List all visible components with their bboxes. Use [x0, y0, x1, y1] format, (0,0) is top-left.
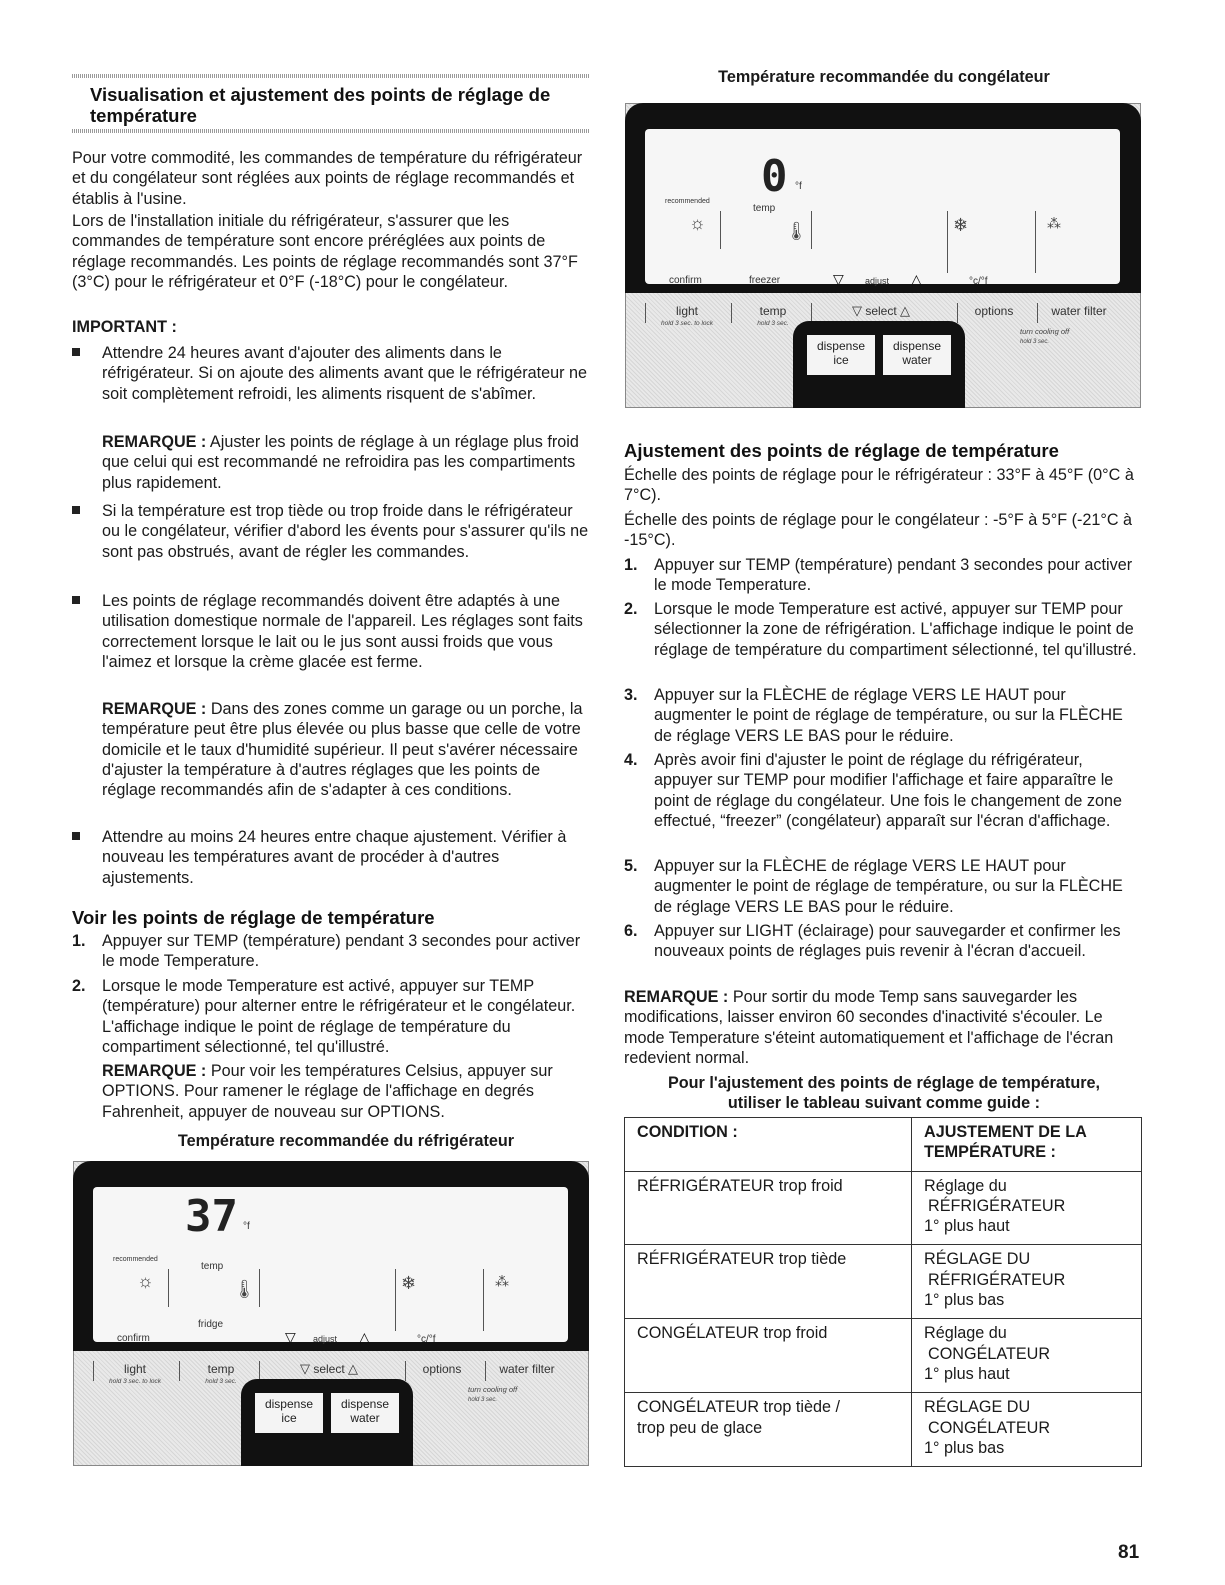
note-paragraph — [102, 432, 590, 493]
adjustment-cell: RÉGLAGE DU CONGÉLATEUR 1° plus bas — [912, 1393, 1142, 1467]
note-label: REMARQUE : — [624, 988, 729, 1006]
bullet-item — [72, 501, 590, 562]
note-paragraph — [102, 699, 590, 800]
ice-water-icon: ⁂ — [1047, 215, 1061, 231]
recommended-label: recommended — [665, 198, 710, 205]
divider — [720, 211, 721, 249]
dispense-water-button[interactable]: dispense water — [883, 335, 951, 375]
divider — [811, 303, 812, 323]
dispense-water-button[interactable]: dispense water — [331, 1393, 399, 1433]
table-row — [625, 1245, 1142, 1319]
up-arrow-icon: △ — [911, 271, 922, 287]
section-rule-top — [72, 74, 590, 78]
water-filter-button[interactable]: water filter — [499, 1362, 555, 1376]
numbered-step — [72, 976, 590, 1057]
options-button[interactable]: options — [422, 1362, 462, 1376]
up-arrow-icon: △ — [359, 1329, 370, 1345]
temp-label: temp — [201, 1261, 224, 1272]
unit-label: °f — [243, 1221, 250, 1232]
table-row — [625, 1319, 1142, 1393]
select-button[interactable]: ▽ select △ — [299, 1361, 359, 1376]
note-text: Pour sortir du mode Temp sans sauvegarder les modifications, laisser environ 60 secondes d'inactivité s'écouler. Le mode Temperature s'éteint automatiquement et l'affichage de l'écran redevient normal. — [624, 988, 1114, 1067]
celsius-fahrenheit-label: °c/°f — [969, 276, 988, 287]
table-header-cell: CONDITION : — [625, 1118, 912, 1172]
divider — [93, 1361, 94, 1381]
adjust-label: adjust — [313, 1334, 338, 1344]
step-number: 2. — [624, 600, 638, 618]
divider — [259, 1361, 260, 1381]
step-text: Appuyer sur la FLÈCHE de réglage VERS LE HAUT pour augmenter le point de réglage de température, ou sur la FLÈCHE de réglage VERS LE BAS pour le réduire. — [654, 686, 1123, 745]
bullet-square-icon — [72, 348, 80, 356]
snowflake-icon: ❄ — [953, 215, 969, 235]
step-number: 5. — [624, 857, 638, 875]
divider — [811, 211, 812, 249]
thermometer-icon: 🌡 — [233, 1279, 256, 1299]
divider — [259, 1269, 260, 1307]
intro-paragraph-2: Lors de l'installation initiale du réfrigérateur, s'assurer que les commandes de température sont encore préréglées aux points de réglage recommandés. Les points de réglage recommandés sont 37°F (3°C) pour le réfrigérateur et 0°F (-18°C) pour le congélateur. — [72, 212, 578, 291]
step-text: Appuyer sur LIGHT (éclairage) pour sauvegarder et confirmer les nouveaux points de réglages puis revenir à l'écran d'accueil. — [654, 922, 1121, 961]
numbered-step — [624, 685, 1144, 746]
figure-caption: Température recommandée du réfrigérateur — [177, 1132, 515, 1150]
condition-cell: CONGÉLATEUR trop tiède / trop peu de glace — [625, 1393, 912, 1467]
temp-button[interactable]: temp hold 3 sec. — [205, 1362, 237, 1385]
bullet-text: Les points de réglage recommandés doivent être adaptés à une utilisation domestique normale de l'appareil. Les réglages sont faits correctement lorsque le lait ou le jus sont aussi froids que vous l'aimez et lorsque la crème glacée est ferme. — [102, 592, 583, 671]
adjust-label: adjust — [865, 276, 890, 286]
fridge-control-panel — [73, 1161, 589, 1466]
confirm-label: confirm — [117, 1333, 150, 1344]
divider — [179, 1361, 180, 1381]
page-number: 81 — [1118, 1542, 1140, 1563]
step-number: 1. — [72, 932, 86, 950]
down-arrow-icon: ▽ — [285, 1329, 296, 1345]
adjustment-cell: Réglage du RÉFRIGÉRATEUR 1° plus haut — [912, 1171, 1142, 1245]
temperature-digit: 37 — [185, 1191, 238, 1242]
zone-label: fridge — [198, 1319, 224, 1330]
bullet-item — [72, 343, 590, 404]
range-paragraph-1: Échelle des points de réglage pour le réfrigérateur : 33°F à 45°F (0°C à 7°C). — [624, 466, 1134, 505]
divider — [947, 211, 948, 273]
divider — [1037, 303, 1038, 323]
note-text: Dans des zones comme un garage ou un porche, la température peut être plus élevée ou plus basse que celle de votre domicile et le taux d'humidité supérieur. Il peut s'avérer nécessaire d'ajuster la température à d'autres réglages que les points de réglage recommandés afin de s'adapter à ces conditions. — [102, 700, 583, 800]
note-text: Pour voir les températures Celsius, appuyer sur OPTIONS. Pour ramener le réglage de l'affichage en degrés Fahrenheit, appuyer de nouveau sur OPTIONS. — [102, 1062, 553, 1121]
numbered-step — [72, 931, 590, 972]
step-number: 3. — [624, 686, 638, 704]
bullet-item — [72, 827, 590, 888]
thermometer-icon: 🌡 — [785, 221, 808, 241]
table-row — [625, 1393, 1142, 1467]
bullet-text: Si la température est trop tiède ou trop froide dans le réfrigérateur ou le congélateur, vérifier d'abord les évents pour s'assurer qu'ils ne sont pas obstrués, avant de régler les commandes. — [102, 502, 589, 561]
light-bulb-icon: ☼ — [689, 213, 706, 233]
turn-cooling-off-button[interactable]: turn cooling off hold 3 sec. — [468, 1385, 518, 1403]
unit-label: °f — [795, 181, 802, 192]
important-label: IMPORTANT : — [72, 318, 177, 336]
adjustment-cell: Réglage du CONGÉLATEUR 1° plus haut — [912, 1319, 1142, 1393]
table-header-cell: AJUSTEMENT DE LA TEMPÉRATURE : — [912, 1118, 1142, 1172]
intro-paragraph-1: Pour votre commodité, les commandes de température du réfrigérateur et du congélateur sont réglées aux points de réglage recommandés et établis à l'usine. — [72, 149, 583, 208]
note-paragraph — [624, 987, 1144, 1068]
figure-caption: Température recommandée du congélateur — [718, 68, 1050, 86]
step-number: 4. — [624, 751, 638, 769]
numbered-step — [624, 599, 1144, 660]
table-header-row — [625, 1118, 1142, 1172]
divider — [731, 303, 732, 323]
light-bulb-icon: ☼ — [137, 1271, 154, 1291]
divider — [483, 1269, 484, 1331]
divider — [168, 1269, 169, 1307]
select-button[interactable]: ▽ select △ — [851, 303, 911, 318]
bullet-text: Attendre au moins 24 heures entre chaque ajustement. Vérifier à nouveau les températures avant de procéder à d'autres ajustements. — [102, 828, 567, 887]
step-text: Lorsque le mode Temperature est activé, appuyer sur TEMP (température) pour alterner entre le réfrigérateur et le congélateur. L'affichage indique le point de réglage de température du compartiment sélectionné, tel qu'illustré. — [102, 977, 576, 1056]
bullet-item — [72, 591, 590, 672]
ice-water-icon: ⁂ — [495, 1273, 509, 1289]
celsius-fahrenheit-label: °c/°f — [417, 1334, 436, 1345]
confirm-label: confirm — [669, 275, 702, 286]
step-text: Appuyer sur TEMP (température) pendant 3 secondes pour activer le mode Temperature. — [102, 932, 581, 971]
numbered-step — [624, 856, 1144, 917]
panel-display-screen — [93, 1187, 568, 1342]
divider — [405, 1361, 406, 1381]
note-text: Ajuster les points de réglage à un réglage plus froid que celui qui est recommandé ne refroidira pas les compartiments plus rapidement. — [102, 433, 579, 492]
subsection-title: Voir les points de réglage de température — [72, 907, 435, 928]
temp-label: temp — [753, 203, 776, 214]
section-title: Visualisation et ajustement des points de réglage de température — [90, 84, 551, 126]
step-text: Lorsque le mode Temperature est activé, appuyer sur TEMP pour sélectionner la zone de réfrigération. L'affichage indique le point de réglage de température du compartiment sélectionné, tel qu'illustré. — [654, 600, 1137, 659]
divider — [1035, 211, 1036, 273]
step-text: Après avoir fini d'ajuster le point de réglage du réfrigérateur, appuyer sur TEMP pour modifier l'affichage et faire apparaître le point de réglage du congélateur. Une fois le changement de zone effectué, “freezer” (congélateur) apparaît sur l'écran d'affichage. — [654, 751, 1122, 830]
light-button[interactable]: light hold 3 sec. to lock — [108, 1362, 162, 1385]
bullet-square-icon — [72, 832, 80, 840]
table-row — [625, 1171, 1142, 1245]
section-rule-bottom — [72, 129, 590, 133]
adjustment-guide-table — [624, 1117, 1142, 1467]
freezer-control-panel — [625, 103, 1141, 408]
dispense-frame — [241, 1379, 413, 1466]
zone-label: freezer — [749, 275, 781, 286]
dispense-frame — [793, 321, 965, 408]
note-paragraph — [102, 1061, 590, 1122]
table-caption: Pour l'ajustement des points de réglage de température, utiliser le tableau suivant comme guide : — [667, 1074, 1101, 1113]
down-arrow-icon: ▽ — [833, 271, 844, 287]
divider — [395, 1269, 396, 1331]
snowflake-icon: ❄ — [401, 1273, 417, 1293]
step-number: 2. — [72, 977, 86, 995]
dispense-ice-button[interactable]: dispense ice — [807, 335, 875, 375]
options-button[interactable]: options — [974, 304, 1014, 318]
turn-cooling-off-button[interactable]: turn cooling off hold 3 sec. — [1020, 327, 1070, 345]
step-number: 1. — [624, 556, 638, 574]
water-filter-button[interactable]: water filter — [1051, 304, 1107, 318]
temperature-digit: 0 — [761, 151, 788, 202]
light-button[interactable]: light hold 3 sec. to lock — [660, 304, 714, 327]
bullet-square-icon — [72, 506, 80, 514]
note-label: REMARQUE : — [102, 700, 207, 718]
numbered-step — [624, 750, 1144, 831]
step-number: 6. — [624, 922, 638, 940]
recommended-label: recommended — [113, 1256, 158, 1263]
adjustment-cell: RÉGLAGE DU RÉFRIGÉRATEUR 1° plus bas — [912, 1245, 1142, 1319]
dispense-ice-button[interactable]: dispense ice — [255, 1393, 323, 1433]
bullet-square-icon — [72, 596, 80, 604]
condition-cell: RÉFRIGÉRATEUR trop froid — [625, 1171, 912, 1245]
condition-cell: RÉFRIGÉRATEUR trop tiède — [625, 1245, 912, 1319]
range-paragraph-2: Échelle des points de réglage pour le congélateur : -5°F à 5°F (-21°C à -15°C). — [624, 511, 1133, 550]
panel-display-screen — [645, 129, 1120, 284]
step-text: Appuyer sur TEMP (température) pendant 3 secondes pour activer le mode Temperature. — [654, 556, 1133, 595]
divider — [485, 1361, 486, 1381]
temp-button[interactable]: temp hold 3 sec. — [757, 304, 789, 327]
subsection-title: Ajustement des points de réglage de température — [624, 440, 1059, 461]
numbered-step — [624, 555, 1144, 596]
condition-cell: CONGÉLATEUR trop froid — [625, 1319, 912, 1393]
bullet-text: Attendre 24 heures avant d'ajouter des aliments dans le réfrigérateur. Si on ajoute des aliments avant que le réfrigérateur ne soit complètement refroidi, les aliments risquent de s'abîmer. — [102, 344, 588, 403]
note-label: REMARQUE : — [102, 433, 207, 451]
note-label: REMARQUE : — [102, 1062, 207, 1080]
divider — [957, 303, 958, 323]
step-text: Appuyer sur la FLÈCHE de réglage VERS LE HAUT pour augmenter le point de réglage de température, ou sur la FLÈCHE de réglage VERS LE BAS pour le réduire. — [654, 857, 1123, 916]
numbered-step — [624, 921, 1144, 962]
divider — [645, 303, 646, 323]
